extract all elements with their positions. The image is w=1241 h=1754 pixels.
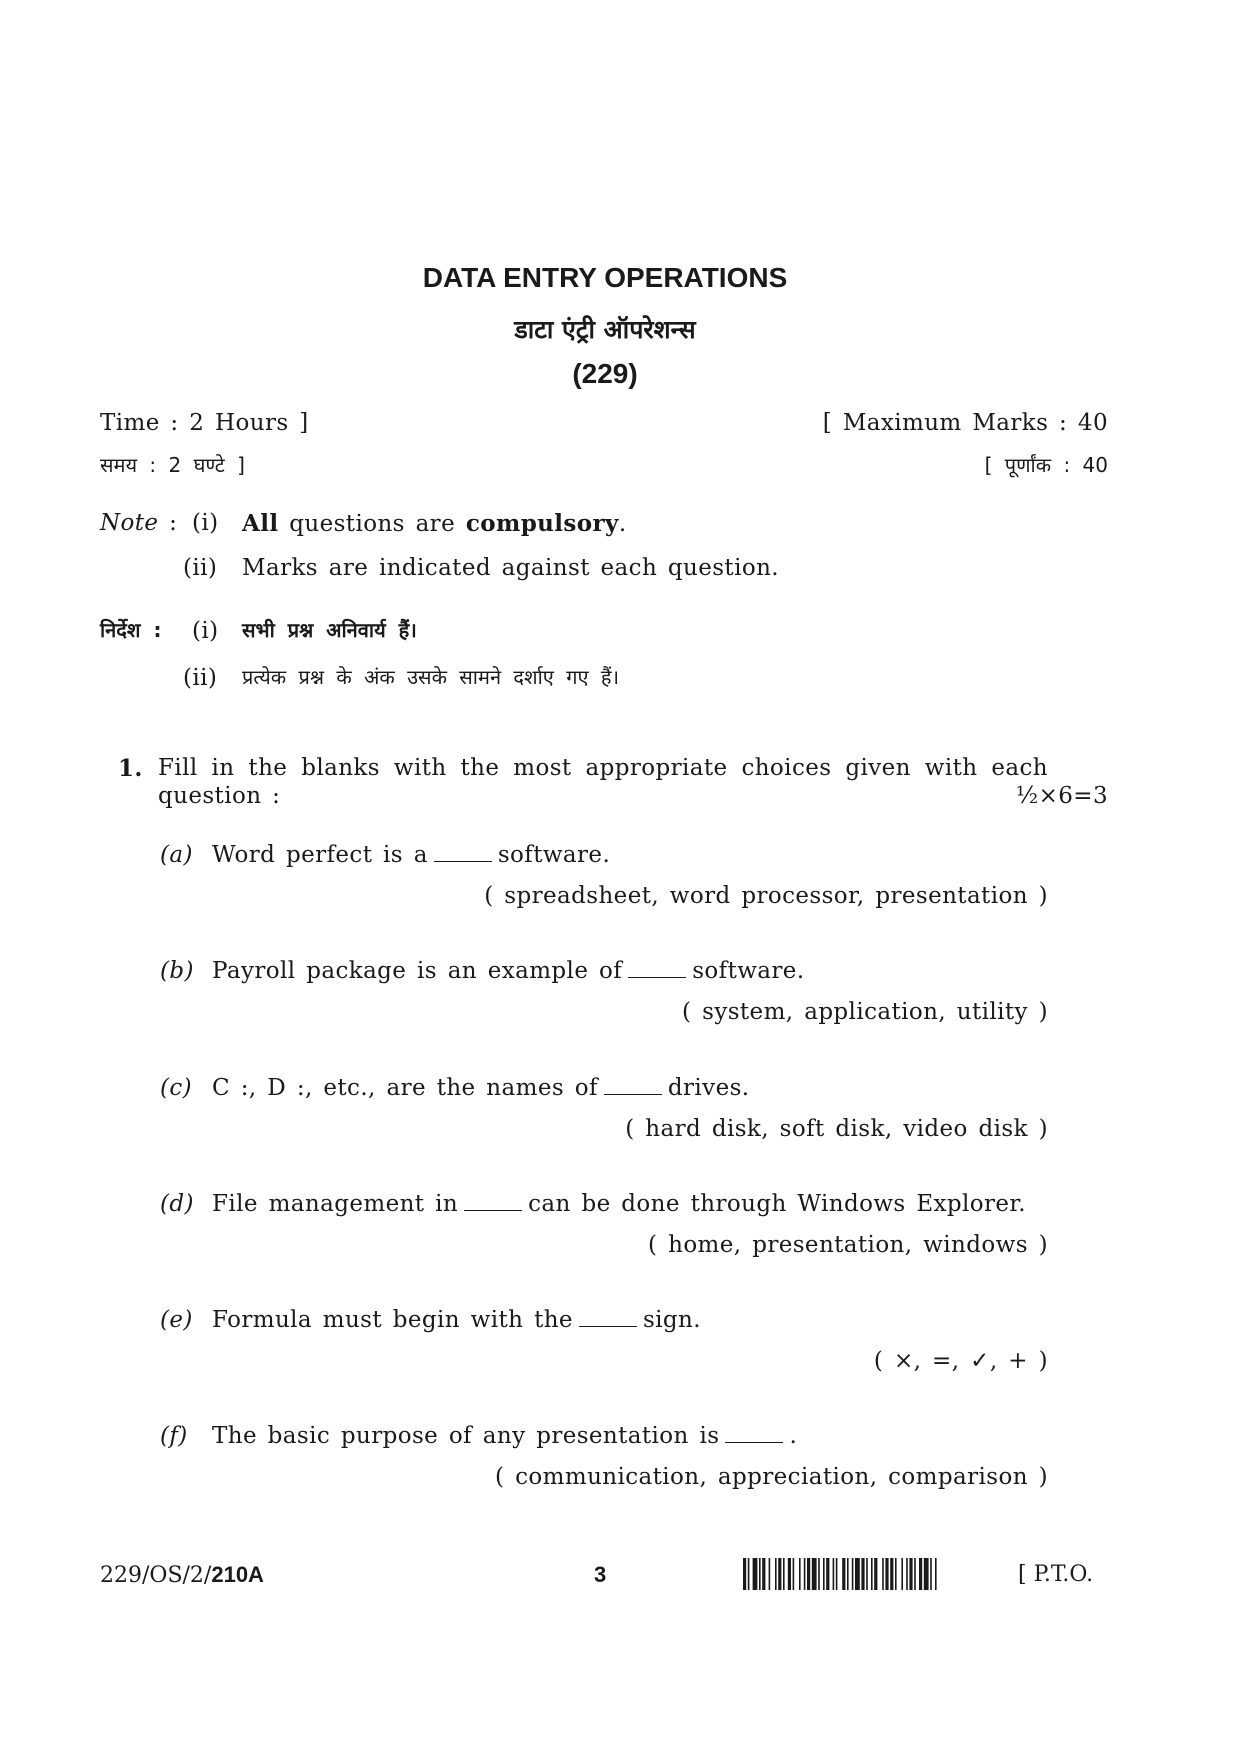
note-item1 [242, 510, 627, 537]
question-marks: ½×6=3 [1015, 783, 1108, 809]
part-label-b: (b) [160, 958, 194, 984]
part-text-before: Word perfect is a [212, 842, 428, 868]
part-label-e: (e) [160, 1307, 193, 1333]
fill-blank [725, 1440, 783, 1443]
part-text-b [212, 958, 805, 984]
nirdesh-label: निर्देश : [100, 618, 162, 642]
time-hindi: समय : 2 घण्टे ] [100, 453, 245, 477]
part-text-before: File management in [212, 1191, 459, 1217]
fill-blank [579, 1324, 637, 1327]
part-label-a: (a) [160, 842, 193, 868]
subject-code: (229) [572, 358, 638, 389]
note-item1-mid: questions are [289, 511, 456, 537]
part-text-after: sign. [642, 1307, 701, 1333]
barcode-image [743, 1558, 1001, 1590]
paper-code-bold: 210A [211, 1562, 264, 1587]
part-text-after: drives. [667, 1075, 750, 1101]
part-choices-d: ( home, presentation, windows ) [648, 1232, 1048, 1258]
note-item1-bold-all: All [242, 510, 279, 537]
part-choices-c: ( hard disk, soft disk, video disk ) [625, 1116, 1048, 1142]
part-text-f [212, 1423, 797, 1449]
part-choices-e: ( ×, =, ✓, + ) [873, 1348, 1048, 1374]
fill-blank [628, 975, 686, 978]
part-text-after: software. [497, 842, 611, 868]
note-item2-num: (ii) [183, 555, 218, 581]
part-choices-a: ( spreadsheet, word processor, presentation ) [484, 883, 1048, 909]
part-text-before: The basic purpose of any presentation is [212, 1423, 720, 1449]
part-text-e [212, 1307, 701, 1333]
part-label-c: (c) [160, 1075, 193, 1101]
fill-blank [434, 859, 492, 862]
nirdesh-item1-num: (i) [192, 618, 219, 644]
note-item2: Marks are indicated against each question. [242, 555, 779, 581]
part-choices-f: ( communication, appreciation, comparison ) [495, 1464, 1048, 1490]
part-label-d: (d) [160, 1191, 194, 1217]
paper-code-prefix: 229/OS/2/ [100, 1563, 212, 1588]
part-text-after: . [789, 1423, 798, 1449]
nirdesh-item1: सभी प्रश्न अनिवार्य हैं। [242, 618, 417, 642]
question-line1: Fill in the blanks with the most appropriate choices given with each [158, 755, 1048, 781]
pto-label: [ P.T.O. [1018, 1562, 1094, 1587]
nirdesh-item2-num: (ii) [183, 665, 218, 691]
page-number: 3 [594, 1562, 607, 1587]
nirdesh-item2: प्रत्येक प्रश्न के अंक उसके सामने दर्शाए गए हैं। [242, 665, 620, 689]
note-label: Note [100, 510, 159, 536]
paper-title-hindi: डाटा एंट्री ऑपरेशन्स [514, 315, 696, 344]
fill-blank [604, 1092, 662, 1095]
question-line2: question : [158, 783, 281, 809]
note-colon: : [169, 510, 178, 536]
fill-blank [464, 1208, 522, 1211]
note-item1-end: . [618, 511, 627, 537]
part-text-before: Formula must begin with the [212, 1307, 573, 1333]
paper-code [100, 1562, 264, 1588]
note-block [100, 510, 177, 536]
max-marks-hindi: [ पूर्णांक : 40 [984, 453, 1108, 477]
note-item1-num: (i) [192, 510, 219, 536]
max-marks-english: [ Maximum Marks : 40 [822, 410, 1108, 436]
part-choices-b: ( system, application, utility ) [682, 999, 1048, 1025]
paper-title: DATA ENTRY OPERATIONS [422, 262, 788, 293]
part-label-f: (f) [160, 1423, 188, 1449]
part-text-after: software. [692, 958, 805, 984]
question-number: 1. [118, 755, 143, 782]
note-item1-bold-compulsory: compulsory [465, 510, 619, 537]
part-text-after: can be done through Windows Explorer. [528, 1191, 1027, 1217]
part-text-before: C :, D :, etc., are the names of [212, 1075, 598, 1101]
part-text-c [212, 1075, 750, 1101]
part-text-a [212, 842, 610, 868]
time-english: Time : 2 Hours ] [100, 410, 309, 436]
part-text-before: Payroll package is an example of [212, 958, 623, 984]
part-text-d [212, 1191, 1026, 1217]
